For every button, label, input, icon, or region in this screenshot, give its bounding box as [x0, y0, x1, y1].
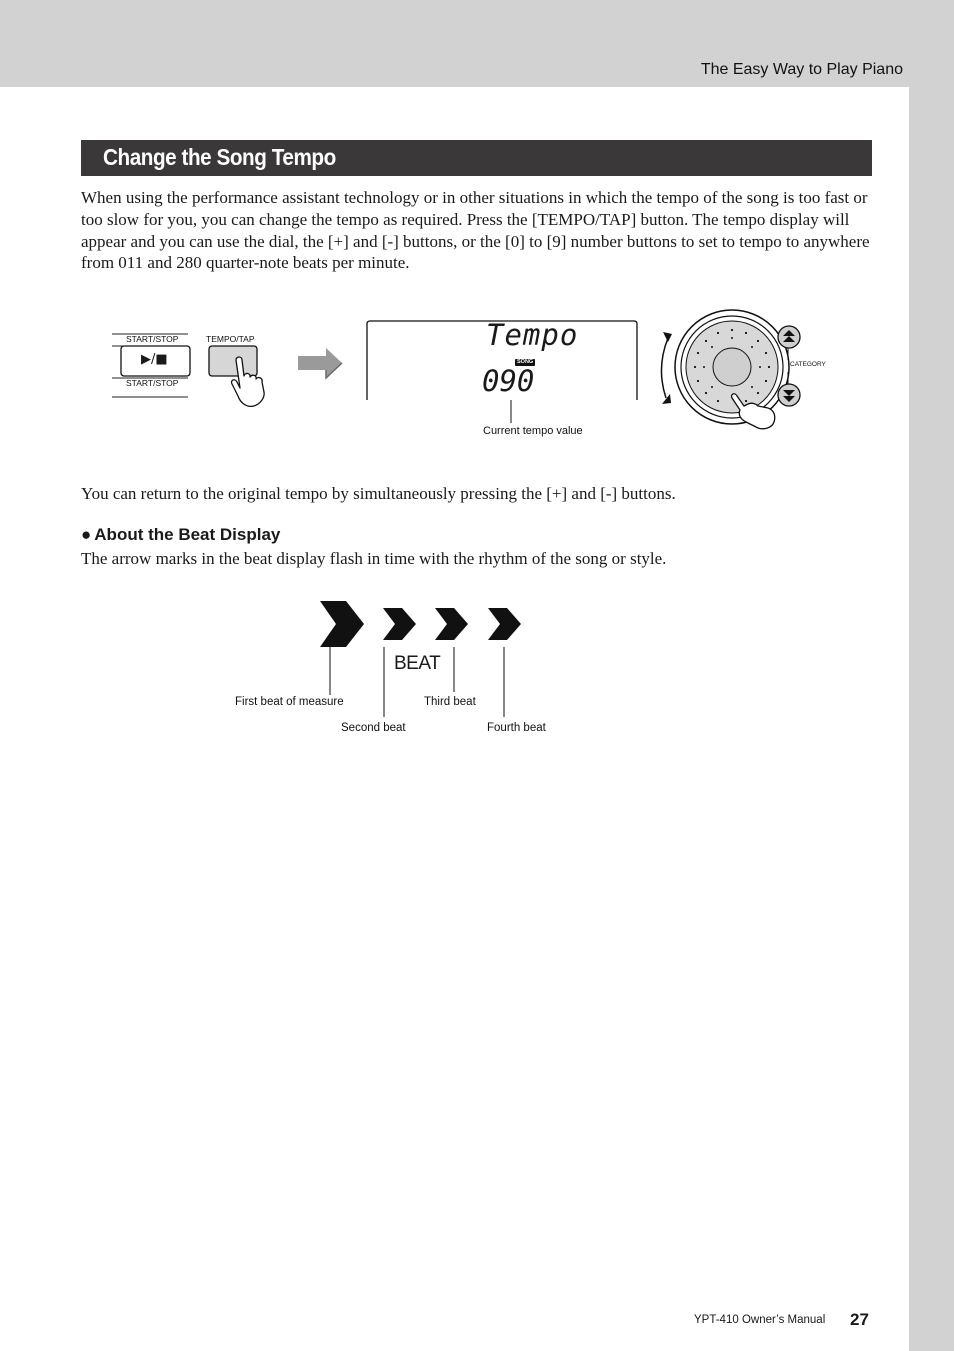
section-title-bar — [81, 140, 872, 176]
section-title: Change the Song Tempo — [103, 144, 336, 170]
beat-display-heading — [81, 525, 280, 545]
beat-display-paragraph: The arrow marks in the beat display flash in time with the rhythm of the song or style. — [81, 549, 667, 568]
caption-third-beat: Third beat — [424, 696, 476, 708]
tempo-tap-label: TEMPO/TAP — [206, 334, 255, 344]
side-band — [909, 87, 954, 1351]
arrow-right-icon — [296, 346, 344, 382]
caption-first-beat: First beat of measure — [235, 696, 344, 708]
category-label: CATEGORY — [790, 361, 826, 368]
beat-arrow-third — [432, 607, 470, 641]
footer-manual-title: YPT-410 Owner’s Manual — [694, 1314, 826, 1326]
pointing-hand-icon — [226, 352, 274, 408]
beat-word: BEAT — [394, 653, 441, 674]
return-note-paragraph: You can return to the original tempo by simultaneously pressing the [+] and [-] buttons. — [81, 484, 676, 503]
beat-display-heading-text: About the Beat Display — [94, 525, 281, 544]
lcd-song-badge: SONG — [517, 359, 534, 365]
intro-paragraph: When using the performance assistant technology or in other situations in which the tempo of the song is too fast or too slow for you, you can change the tempo as required. Press the [TEMPO/TAP] button. The tempo display will appear and you can use the dial, the [+] and [-] buttons, or the [0] to [9] number buttons to set to tempo to anywhere from 011 and 280 quarter-note beats per minute. — [81, 188, 870, 273]
dial-hand-icon — [728, 388, 780, 430]
beat-arrow-first — [316, 600, 366, 648]
start-stop-label-top: START/STOP — [126, 334, 179, 344]
play-stop-button[interactable]: ▶/■ — [141, 352, 168, 367]
beat-arrow-fourth — [485, 607, 523, 641]
caption-current-tempo: Current tempo value — [483, 425, 583, 437]
caption-second-beat: Second beat — [341, 722, 406, 734]
caption-fourth-beat: Fourth beat — [487, 722, 546, 734]
start-stop-label-bottom: START/STOP — [126, 378, 179, 388]
lcd-tempo-label: Tempo — [486, 318, 579, 352]
beat-arrow-second — [380, 607, 418, 641]
bullet-icon: ● — [81, 525, 92, 544]
tempo-value-leader — [510, 400, 514, 424]
page-number: 27 — [850, 1310, 869, 1329]
running-title: The Easy Way to Play Piano — [700, 61, 903, 78]
beat-leader-lines — [320, 645, 520, 720]
lcd-tempo-value: 090 — [482, 364, 535, 398]
